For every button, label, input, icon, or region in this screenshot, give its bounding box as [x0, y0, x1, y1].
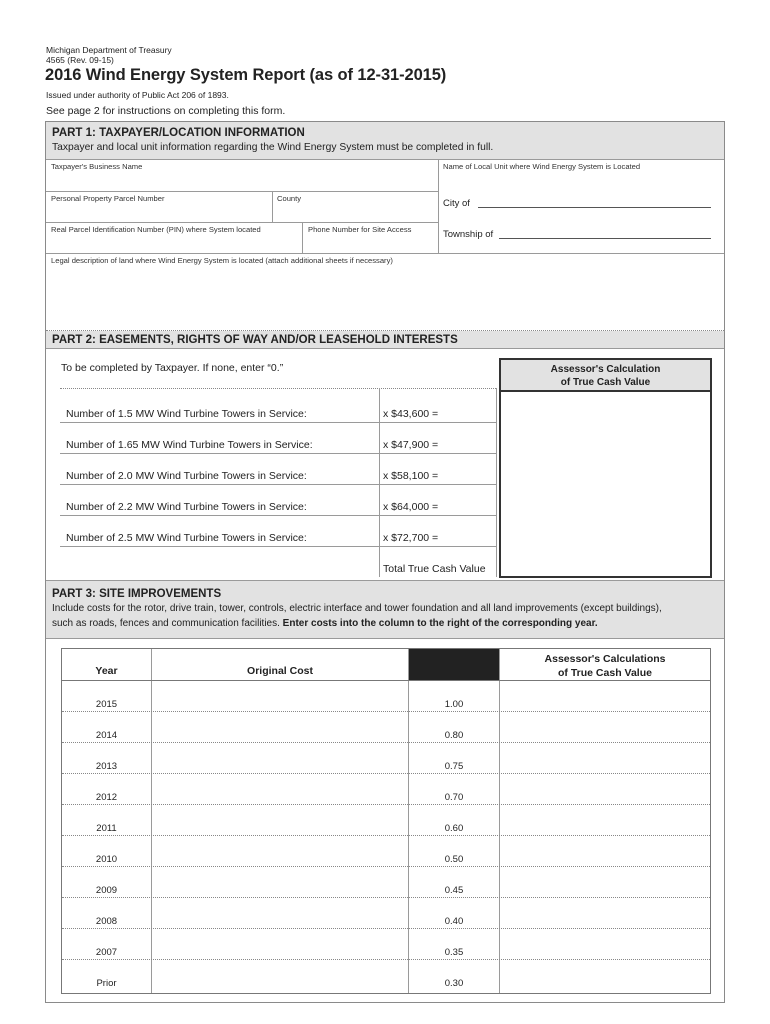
table-row-year: 2014 [95, 730, 118, 741]
year-column-header: Year [95, 665, 118, 677]
assessor-calc-line2: of True Cash Value [558, 667, 652, 679]
p2-row1-label: Number of 1.5 MW Wind Turbine Towers in Service: [66, 408, 307, 420]
city-input[interactable] [478, 207, 711, 208]
total-true-cash-value-label: Total True Cash Value [383, 563, 486, 575]
table-row-year: 2009 [95, 885, 118, 896]
part3-description-line2 [52, 618, 598, 629]
part2-title: PART 2: EASEMENTS, RIGHTS OF WAY AND/OR LEASEHOLD INTERESTS [52, 334, 458, 346]
authority-note: Issued under authority of Public Act 206 of 1893. [46, 90, 229, 100]
original-cost-input-2008[interactable] [154, 900, 404, 926]
original-cost-input-prior[interactable] [154, 962, 404, 988]
p2-row1-multiplier: x $43,600 = [383, 408, 439, 420]
table-row-year: 2012 [95, 792, 118, 803]
table-row-multiplier: 0.50 [444, 854, 464, 865]
original-cost-input-2014[interactable] [154, 714, 404, 740]
table-row-multiplier: 0.40 [444, 916, 464, 927]
pin-label: Real Parcel Identification Number (PIN) where System located [51, 225, 261, 234]
part2-header [46, 331, 724, 348]
p2-row2-multiplier: x $47,900 = [383, 439, 439, 451]
p2-row4-label: Number of 2.2 MW Wind Turbine Towers in Service: [66, 501, 307, 513]
original-cost-input-2012[interactable] [154, 776, 404, 802]
city-label: City of [443, 198, 470, 209]
form-number: 4565 (Rev. 09-15) [46, 55, 114, 65]
p2-row3-label: Number of 2.0 MW Wind Turbine Towers in Service: [66, 470, 307, 482]
township-label: Township of [443, 229, 494, 240]
table-row-multiplier: 0.30 [444, 978, 464, 989]
assessor-header-line2: of True Cash Value [560, 377, 651, 388]
part3-description-plain: such as roads, fences and communication facilities. [52, 618, 280, 629]
part3-description-bold: Enter costs into the column to the right of the corresponding year. [282, 618, 598, 629]
part3-header [46, 581, 724, 638]
part3-description-line1: Include costs for the rotor, drive train, tower, controls, electric interface and tower foundation and all land improvements (except buildings), [52, 603, 662, 614]
assessor-calculation-header [501, 360, 710, 392]
original-cost-input-2009[interactable] [154, 869, 404, 895]
part1-title: PART 1: TAXPAYER/LOCATION INFORMATION [52, 127, 305, 139]
original-cost-input-2013[interactable] [154, 745, 404, 771]
table-row-year: 2008 [95, 916, 118, 927]
phone-input[interactable] [307, 235, 435, 251]
county-input[interactable] [276, 204, 434, 220]
part2-instruction: To be completed by Taxpayer. If none, enter “0.” [61, 362, 284, 374]
assessor-calc-line1: Assessor's Calculations [544, 653, 666, 665]
table-row-multiplier: 0.70 [444, 792, 464, 803]
table-row-year: 2007 [95, 947, 118, 958]
original-cost-input-2010[interactable] [154, 838, 404, 864]
p2-row4-multiplier: x $64,000 = [383, 501, 439, 513]
local-unit-label: Name of Local Unit where Wind Energy System is Located [443, 162, 641, 171]
p2-row5-multiplier: x $72,700 = [383, 532, 439, 544]
business-name-label: Taxpayer's Business Name [51, 162, 143, 171]
table-row-multiplier: 0.35 [444, 947, 464, 958]
table-row-multiplier: 0.80 [444, 730, 464, 741]
phone-label: Phone Number for Site Access [308, 225, 412, 234]
table-row-year: 2015 [95, 699, 118, 710]
legal-description-input[interactable] [50, 268, 720, 328]
township-input[interactable] [499, 238, 711, 239]
parcel-number-input[interactable] [50, 204, 268, 220]
parcel-number-label: Personal Property Parcel Number [51, 194, 165, 203]
instructions-note: See page 2 for instructions on completing this form. [46, 105, 286, 117]
assessor-header-line1: Assessor's Calculation [550, 364, 661, 375]
p2-row5-label: Number of 2.5 MW Wind Turbine Towers in Service: [66, 532, 307, 544]
table-row-year: 2013 [95, 761, 118, 772]
part1-header [46, 122, 724, 159]
table-row-multiplier: 1.00 [444, 699, 464, 710]
original-cost-input-2007[interactable] [154, 931, 404, 957]
legal-description-label: Legal description of land where Wind Energy System is located (attach additional sheets if necessary) [51, 256, 393, 265]
table-row-year: Prior [96, 978, 117, 989]
pin-input[interactable] [50, 235, 298, 251]
agency-name: Michigan Department of Treasury [46, 45, 172, 55]
table-row-year: 2011 [96, 823, 117, 834]
assessor-calculation-box[interactable] [499, 358, 712, 578]
multiplier-column-header [409, 649, 499, 680]
table-row-multiplier: 0.60 [444, 823, 464, 834]
part1-description: Taxpayer and local unit information regarding the Wind Energy System must be completed in full. [52, 142, 494, 153]
original-cost-input-2015[interactable] [154, 683, 404, 709]
table-row-multiplier: 0.75 [444, 761, 464, 772]
p2-row3-multiplier: x $58,100 = [383, 470, 439, 482]
original-cost-column-header: Original Cost [247, 665, 313, 677]
original-cost-input-2011[interactable] [154, 807, 404, 833]
form-container [45, 121, 725, 1003]
p2-row2-label: Number of 1.65 MW Wind Turbine Towers in Service: [66, 439, 313, 451]
page-title: 2016 Wind Energy System Report (as of 12-31-2015) [45, 66, 447, 84]
part3-title: PART 3: SITE IMPROVEMENTS [52, 588, 222, 600]
assessor-calculations-column-header [500, 652, 710, 680]
site-improvements-table [61, 648, 711, 994]
table-row-year: 2010 [95, 854, 118, 865]
business-name-input[interactable] [50, 172, 434, 190]
table-row-multiplier: 0.45 [444, 885, 464, 896]
county-label: County [277, 194, 302, 203]
